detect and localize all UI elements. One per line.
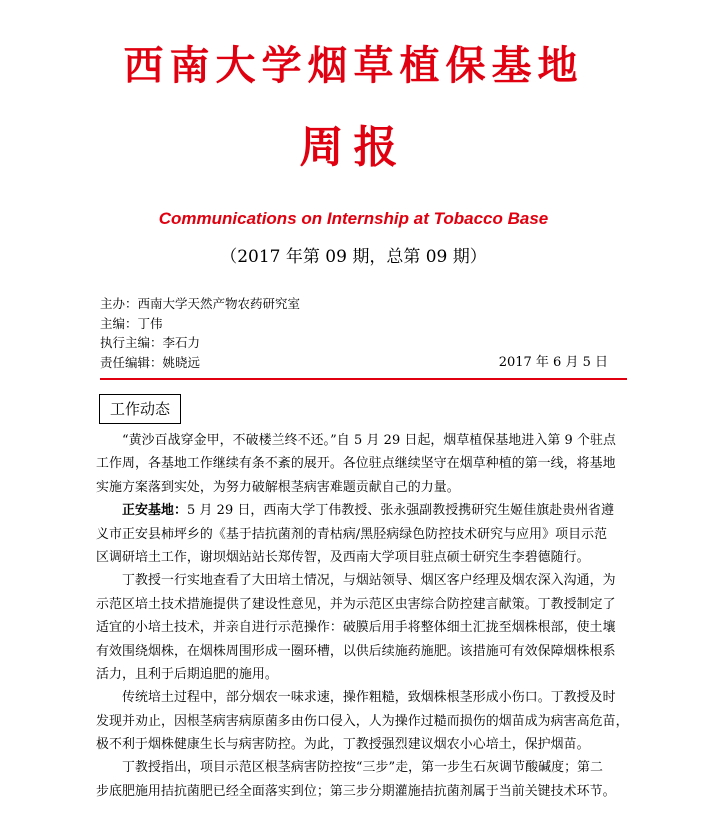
- text-line: 工作周，各基地工作继续有条不紊的展开。各位驻点继续坚守在烟草种植的第一线，将基地: [96, 456, 616, 472]
- section-heading: 工作动态: [99, 394, 181, 424]
- paragraph-intro: [96, 429, 617, 499]
- text-line: [96, 499, 615, 522]
- responsible-editor-line: 责任编辑：姚晓远: [100, 354, 201, 370]
- text-line: 义市正安县柿坪乡的《基于拮抗菌剂的青枯病/黑胫病绿色防控技术研究与应用》项目示范: [96, 526, 608, 542]
- text-line: 适宜的小培土技术，并亲自进行示范操作：破膜后用手将整体细土汇拢至烟株根部，使土壤: [96, 620, 616, 636]
- header-divider: [100, 378, 627, 380]
- executive-editor-line: 执行主编：李石力: [100, 335, 201, 350]
- text-line: 活力，且利于后期追肥的施用。: [96, 666, 278, 682]
- text-line: 丁教授指出，项目示范区根茎病害防控按“三步”走，第一步生石灰调节酸碱度；第二: [122, 760, 604, 776]
- text-line: 实施方案落到实处，为努力破解根茎病害难题贡献自己的力量。: [96, 479, 460, 495]
- text-line: 区调研培土工作，谢坝烟站站长郑传智，及西南大学项目驻点硕士研究生李碧德随行。: [96, 549, 590, 565]
- text-line: 极不利于烟株健康生长与病害防控。为此，丁教授强烈建议烟农小心培土，保护烟苗。: [96, 737, 590, 753]
- text-line: 发现并劝止，因根茎病害病原菌多由伤口侵入，人为操作过糙而损伤的烟苗成为病害高危苗，: [96, 713, 629, 729]
- text-span: 5 月 29 日，西南大学丁伟教授、张永强副教授携研究生姬佳旗赴贵州省遵: [186, 503, 615, 519]
- paragraph-traditional-earthing: [96, 686, 629, 756]
- sponsor-line: 主办：西南大学天然产物农药研究室: [100, 296, 301, 311]
- article-body: [96, 429, 629, 803]
- paragraph-three-steps: [96, 756, 616, 803]
- masthead-info: [100, 294, 608, 372]
- text-line: “黄沙百战穿金甲，不破楼兰终不还。”自 5 月 29 日起，烟草植保基地进入第 9 个驻点: [122, 433, 617, 448]
- text-line: 步底肥施用拮抗菌肥已经全面落实到位；第三步分期灌施拮抗菌剂属于当前关键技术环节。: [96, 783, 616, 799]
- publish-date: 2017 年 6 月 5 日: [498, 354, 608, 370]
- english-title: Communications on Internship at Tobacco Base: [158, 209, 549, 228]
- responsible-editor-row: [100, 353, 608, 373]
- newsletter-title: 西南大学烟草植保基地: [123, 42, 584, 89]
- base-name-zhengan: 正安基地：: [122, 503, 187, 519]
- issue-number: （2017 年第 09 期，总第 09 期）: [220, 247, 487, 267]
- paragraph-field-visit: [96, 569, 616, 686]
- text-line: 有效围绕烟株，在烟株周围形成一圈环槽，以供后续施药施肥。该措施可有效保障烟株根系: [96, 643, 616, 659]
- text-line: 传统培土过程中，部分烟农一味求速，操作粗糙，致烟株根茎形成小伤口。丁教授及时: [122, 690, 616, 706]
- text-line: 示范区培土技术措施提供了建设性意见，并为示范区虫害综合防控建言献策。丁教授制定了: [96, 596, 616, 612]
- newsletter-subtitle: 周报: [299, 122, 408, 173]
- text-line: 丁教授一行实地查看了大田培土情况，与烟站领导、烟区客户经理及烟农深入沟通，为: [122, 573, 616, 589]
- paragraph-zhengan: [96, 499, 615, 569]
- editor-line: 主编：丁伟: [100, 315, 163, 331]
